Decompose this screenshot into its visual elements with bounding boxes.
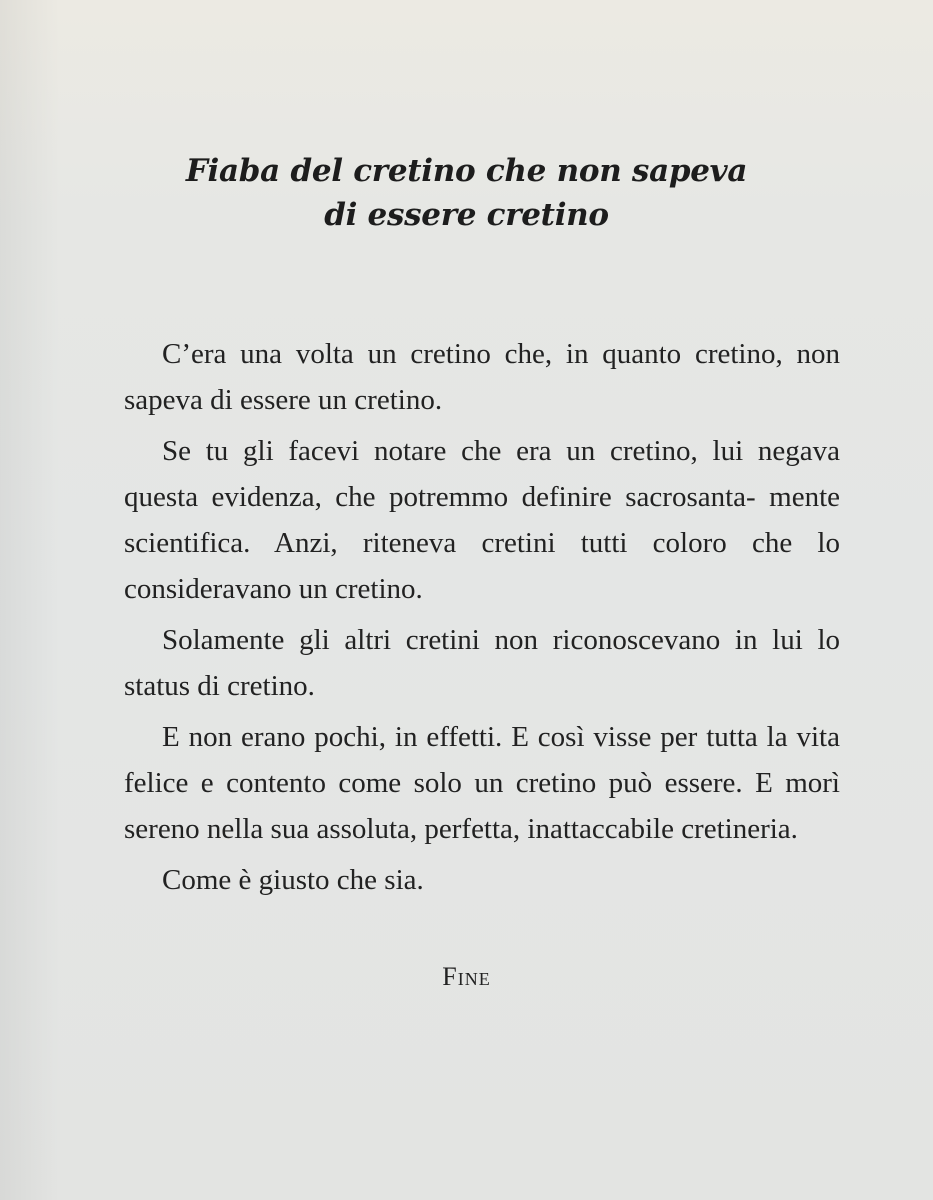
title-line-2: di essere cretino <box>324 196 609 233</box>
paragraph-3: Solamente gli altri cretini non riconoscevano in lui lo status di cretino. <box>124 624 840 702</box>
page-title <box>0 149 933 237</box>
paragraph-5: Come è giusto che sia. <box>162 864 424 896</box>
paragraph-1: C’era una volta un cretino che, in quanto cretino, non sapeva di essere un cretino. <box>124 338 840 416</box>
story-body <box>124 331 840 903</box>
ending-word: Fine <box>442 962 491 991</box>
title-line-1: Fiaba del cretino che non sapeva <box>185 152 748 189</box>
paragraph-2: Se tu gli facevi notare che era un cretino, lui negava questa evidenza, che potremmo definire sacrosanta- mente scientifica. Anzi, riteneva cretini tutti coloro che lo consideravano un cretino. <box>124 435 840 605</box>
paragraph-4: E non erano pochi, in effetti. E così visse per tutta la vita felice e contento come solo un cretino può essere. E morì sereno nella sua assoluta, perfetta, inattaccabile cretineria. <box>124 721 840 845</box>
